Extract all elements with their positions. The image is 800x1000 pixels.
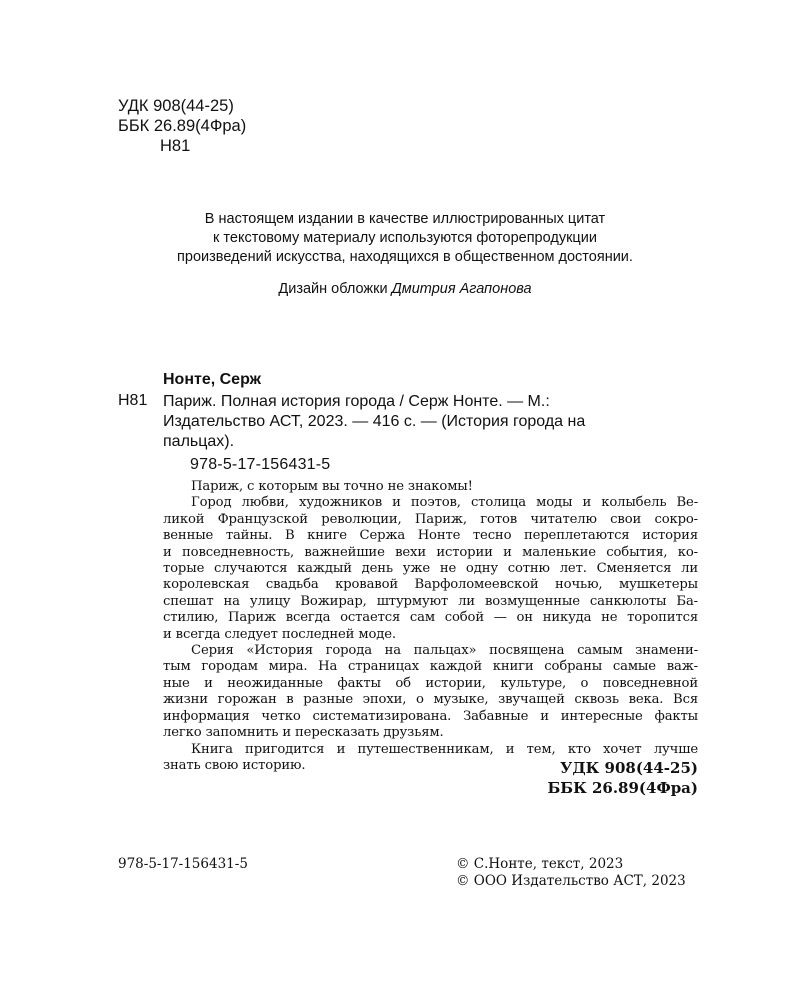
annotation-line: информация четко систематизирована. Забавные и интересные факты [163,708,698,724]
copyright-line: © ООО Издательство АСТ, 2023 [456,873,686,889]
annotation-line: спешат на улицу Вожирар, штурмуют ли возмущенные санкюлоты Ба- [163,593,698,609]
annotation-line: и повседневность, важнейшие вехи истории и маленькие события, ко- [163,544,698,560]
notice-line: произведений искусства, находящихся в общественном достоянии. [177,249,633,265]
annotation-line: королевская свадьба кровавой Варфоломеевской ночью, мушкетеры [163,577,698,593]
annotation-line: Город любви, художников и поэтов, столица моды и колыбель Ве- [191,495,698,511]
description-line: Издательство АСТ, 2023. — 416 с. — (История города на [163,413,586,430]
classification-block-bottom [520,758,698,798]
bibliographic-description [163,392,698,452]
author-heading: Нонте, Серж [163,371,261,388]
annotation-line: и всегда следует последней моде. [163,626,396,642]
annotation-line: Серия «История города на пальцах» посвящена самым знамени- [191,643,698,659]
description-line: Париж. Полная история города / Серж Нонте. — М.: [163,393,550,410]
annotation-line: стилию, Париж всегда остается сам собой — он никуда не торопится [163,610,698,626]
bbk-code: ББК 26.89(4Фра) [547,779,698,797]
illustration-notice [100,210,710,267]
notice-line: к текстовому материалу используются фоторепродукции [213,230,597,246]
annotation-line: жизни горожан в разные эпохи, о музыке, звучащей сквозь века. Вся [163,692,698,708]
author-mark: Н81 [160,137,191,155]
annotation-line: легко запомнить и пересказать друзьям. [163,725,444,741]
udk-code: УДК 908(44-25) [118,97,234,115]
bbk-code: ББК 26.89(4Фра) [118,117,247,135]
author-mark-left: Н81 [118,392,148,409]
udk-code: УДК 908(44-25) [560,759,698,777]
annotation-line: Книга пригодится и путешественникам, и тем, кто хочет лучше [191,741,698,757]
annotation-line: Париж, с которым вы точно не знакомы! [191,479,473,494]
isbn: 978-5-17-156431-5 [190,456,331,473]
notice-line: В настоящем издании в качестве иллюстрированных цитат [204,211,606,227]
annotation-line: ликой Французской революции, Париж, готов читателю свои сокро- [163,511,698,527]
description-line: пальцах). [163,433,235,450]
annotation [163,479,698,774]
copyright-block [456,856,686,890]
cover-design-label: Дизайн обложки [278,281,388,297]
cover-design-credit [100,281,710,297]
annotation-line: знать свою историю. [163,757,306,773]
isbn-footer: 978-5-17-156431-5 [118,856,248,872]
annotation-line: ные и неожиданные факты об истории, культуре, о повседневной [163,675,698,691]
annotation-line: венные тайны. В книге Сержа Нонте тесно переплетаются история [163,528,698,544]
classification-block [118,96,246,156]
cover-designer-name: Дмитрия Агапонова [391,281,532,297]
copyright-line: © С.Нонте, текст, 2023 [456,856,624,872]
annotation-line: тым городам мира. На страницах каждой книги собраны самые важ- [163,659,698,675]
annotation-line: торые случаются каждый день уже не одну сотню лет. Сменяется ли [163,561,698,577]
